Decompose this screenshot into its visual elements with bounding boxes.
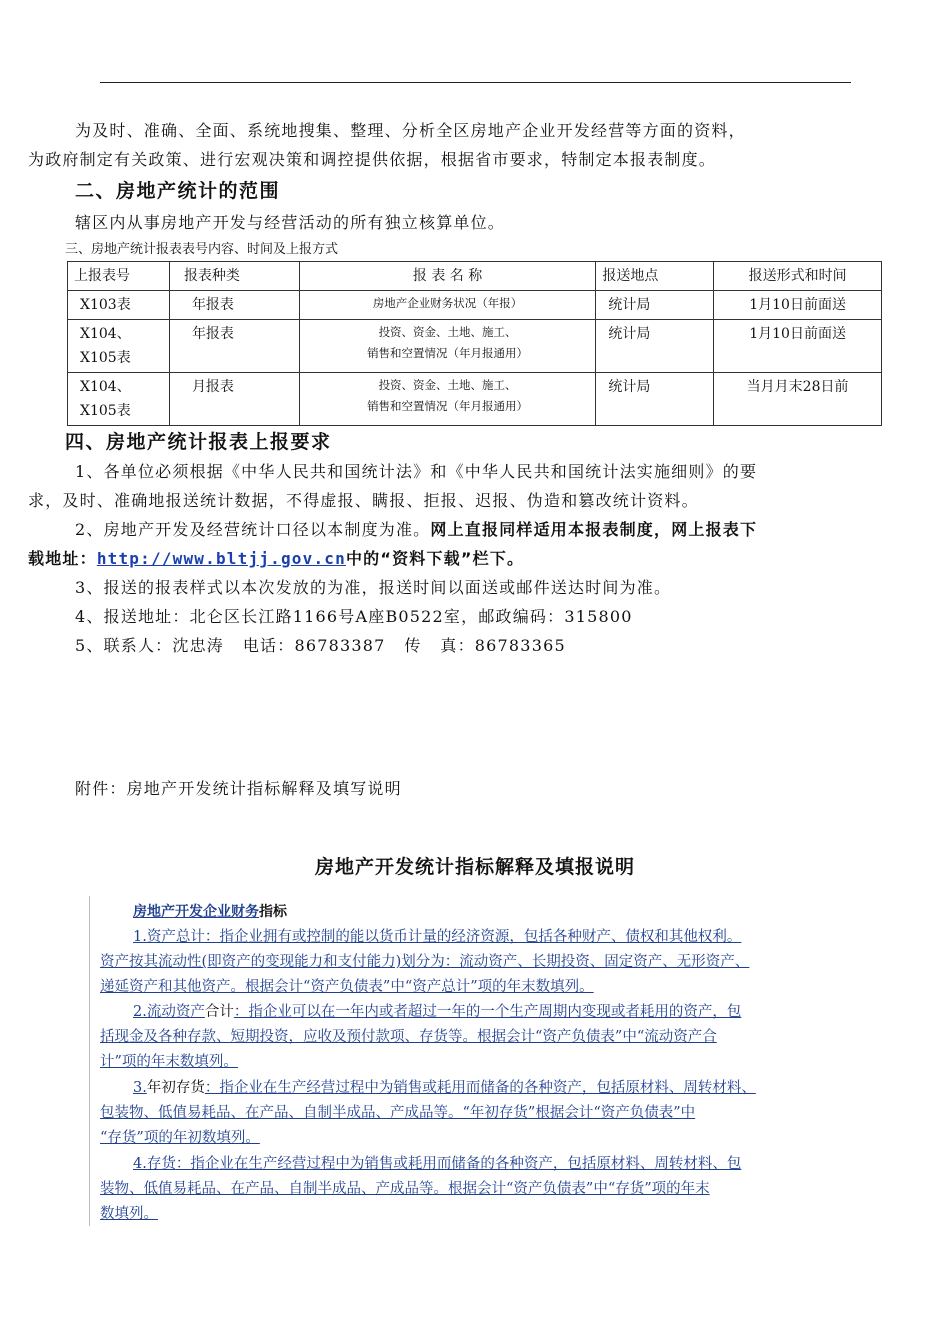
download-link[interactable]: http://www.bltjj.gov.cn	[96, 549, 346, 568]
req-2-line-1	[75, 517, 757, 540]
code-line-2: X105表	[80, 403, 131, 419]
table-header: 报表种类	[169, 262, 299, 291]
glossary-text: ：指企业在生产经营过程中为销售或耗用而储备的各种资产，包括原材料、周转材料、包	[175, 1156, 742, 1172]
table-cell-name: 房地产企业财务状况（年报）	[299, 291, 596, 320]
glossary-line: 包装物、低值易耗品、在产品、自制半成品、产成品等。“年初存货”根据会计“资产负债表”中	[100, 1105, 696, 1121]
name-line-1: 投资、资金、土地、施工、	[378, 378, 517, 392]
req-1-line-1: 1、各单位必须根据《中华人民共和国统计法》和《中华人民共和国统计法实施细则》的要	[75, 462, 758, 481]
glossary-line: 递延资产和其他资产。根据会计“资产负债表”中“资产总计”项的年末数填列。	[100, 979, 594, 995]
section-4-heading: 四、房地产统计报表上报要求	[65, 431, 332, 453]
req-4: 4、报送地址：北仑区长江路1166号A座B0522室，邮政编码：315800	[75, 607, 633, 626]
glossary-term-suffix: 合计	[204, 1004, 234, 1020]
table-cell-code: X103表	[68, 291, 170, 320]
name-line-2: 销售和空置情况（年月报通用）	[367, 346, 529, 360]
table-cell-time: 1月10日前面送	[714, 291, 882, 320]
table-cell-kind: 年报表	[169, 320, 299, 373]
attachment-note: 附件：房地产开发统计指标解释及填写说明	[75, 779, 402, 798]
table-cell-kind: 年报表	[169, 291, 299, 320]
glossary-line: 1.资产总计：指企业拥有或控制的能以货币计量的经济资源，包括各种财产、债权和其他权利。	[133, 929, 742, 945]
glossary-heading	[133, 900, 287, 924]
table-cell-place: 统计局	[596, 373, 714, 426]
glossary-term-name: 年初存货	[146, 1080, 205, 1096]
table-header: 报 表 名 称	[299, 262, 596, 291]
glossary-line: “存货”项的年初数填列。	[100, 1130, 260, 1146]
req-2-bold: 网上直报同样适用本报表制度，网上报表下	[430, 520, 758, 539]
req-2-text: 2、房地产开发及经营统计口径以本制度为准。	[75, 520, 431, 539]
table-header-row	[68, 262, 882, 291]
code-line-1: X104、	[80, 379, 131, 395]
glossary-line: 装物、低值易耗品、在产品、自制半成品、产成品等。根据会计“资产负债表”中“存货”项的年末	[100, 1181, 710, 1197]
glossary-line	[133, 1152, 741, 1176]
table-row	[68, 373, 882, 426]
report-table	[67, 261, 882, 426]
req-3: 3、报送的报表样式以本次发放的为准，报送时间以面送或邮件送达时间为准。	[75, 578, 672, 597]
table-cell-time: 1月10日前面送	[714, 320, 882, 373]
req-2-addr-label: 载地址：	[28, 549, 97, 568]
top-rule	[100, 82, 851, 83]
table-cell-place: 统计局	[596, 291, 714, 320]
table-cell-place: 统计局	[596, 320, 714, 373]
glossary-term: 3.	[133, 1080, 147, 1096]
glossary-line	[133, 1000, 741, 1024]
code-line-1: X104、	[80, 326, 131, 342]
section-3-heading: 三、房地产统计报表表号内容、时间及上报方式	[65, 242, 339, 257]
glossary-line: 计”项的年末数填列。	[100, 1054, 238, 1070]
glossary-term: 2.流动资产	[133, 1004, 205, 1020]
glossary-rule	[89, 896, 90, 1226]
table-header: 上报表号	[68, 262, 170, 291]
intro-line-2: 为政府制定有关政策、进行宏观决策和调控提供依据，根据省市要求，特制定本报表制度。	[28, 150, 717, 169]
req-2-addr-rest: 中的“资料下载”栏下。	[345, 549, 525, 568]
glossary-heading-link[interactable]: 房地产开发企业财务	[133, 904, 259, 920]
glossary-text: ：指企业在生产经营过程中为销售或耗用而储备的各种资产，包括原材料、周转材料、	[204, 1080, 756, 1096]
table-cell-code	[68, 320, 170, 373]
glossary-term: 4.存货	[133, 1156, 176, 1172]
glossary-title: 房地产开发统计指标解释及填报说明	[314, 856, 635, 878]
table-row	[68, 320, 882, 373]
table-cell-kind: 月报表	[169, 373, 299, 426]
table-header: 报送形式和时间	[714, 262, 882, 291]
glossary-heading-rest: 指标	[259, 904, 287, 920]
table-cell-name	[299, 373, 596, 426]
section-2-heading: 二、房地产统计的范围	[75, 180, 281, 202]
table-cell-name	[299, 320, 596, 373]
section-2-text: 辖区内从事房地产开发与经营活动的所有独立核算单位。	[75, 213, 506, 232]
req-5: 5、联系人：沈忠涛 电话：86783387 传 真：86783365	[75, 636, 566, 655]
table-cell-code	[68, 373, 170, 426]
glossary-line: 数填列。	[100, 1206, 158, 1222]
name-line-1: 投资、资金、土地、施工、	[378, 325, 517, 339]
req-1-line-2: 求，及时、准确地报送统计数据，不得虚报、瞒报、拒报、迟报、伪造和篡改统计资料。	[28, 491, 699, 510]
table-row	[68, 291, 882, 320]
name-line-2: 销售和空置情况（年月报通用）	[367, 399, 529, 413]
table-cell-time: 当月月末28日前	[714, 373, 882, 426]
glossary-line: 括现金及各种存款、短期投资，应收及预付款项、存货等。根据会计“资产负债表”中“流动资产合	[100, 1029, 717, 1045]
intro-line-1: 为及时、准确、全面、系统地搜集、整理、分析全区房地产企业开发经营等方面的资料，	[75, 121, 746, 140]
glossary-text: ：指企业可以在一年内或者超过一年的一个生产周期内变现或者耗用的资产，包	[233, 1004, 742, 1020]
table-header: 报送地点	[596, 262, 714, 291]
glossary-line	[133, 1076, 756, 1100]
req-2-line-2	[28, 546, 524, 569]
code-line-2: X105表	[80, 350, 131, 366]
glossary-line: 资产按其流动性(即资产的变现能力和支付能力)划分为：流动资产、长期投资、固定资产、无形资产、	[100, 954, 750, 970]
